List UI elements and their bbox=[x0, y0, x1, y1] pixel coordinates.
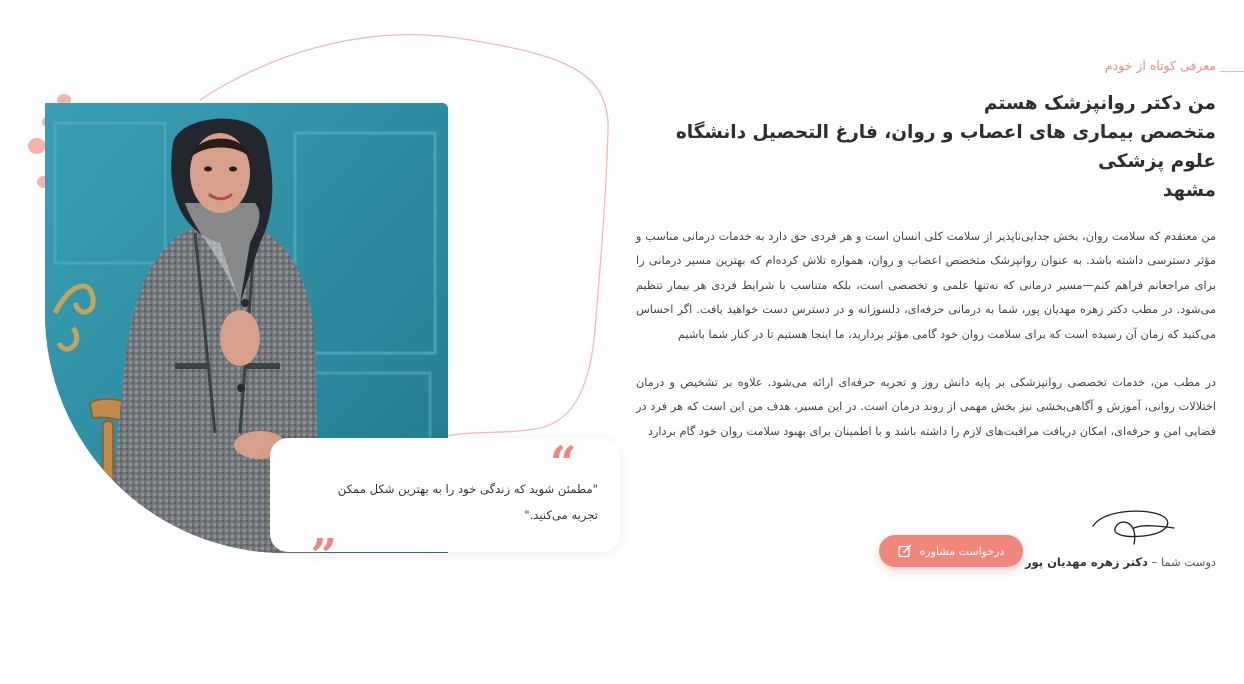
edit-icon bbox=[898, 544, 912, 558]
sign-off bbox=[1025, 555, 1216, 569]
quote-close-icon: “ bbox=[310, 506, 337, 560]
headline-line-2: متخصص بیماری های اعصاب و روان، فارغ التحصیل دانشگاه علوم پزشکی bbox=[675, 122, 1216, 172]
eyebrow-divider bbox=[1220, 71, 1244, 72]
headline-line-3: مشهد bbox=[1162, 180, 1216, 201]
headline-line-1: من دکتر روانپزشک هستم bbox=[983, 93, 1216, 114]
request-consultation-label: درخواست مشاوره bbox=[919, 544, 1005, 558]
quote-card bbox=[270, 436, 620, 560]
request-consultation-button[interactable] bbox=[879, 535, 1023, 567]
about-paragraph-1: من معتقدم که سلامت روان، بخش جدایی‌ناپذیر از سلامت کلی انسان است و هر فردی حق دارد به خدمات درمانی مناسب و مؤثر دسترسی داشته باشد. به عنوان روانپزشک متخصص اعصاب و روان، همواره تلاش کرده‌ام که بهترین مسیر درمانی را برای مراجعانم فراهم کنم—مسیر درمانی که نه‌تنها علمی و تخصصی است، بلکه متناسب با شرایط فردی هر بیمار تنظیم می‌شود. در مطب دکتر زهره مهدیان پور، شما به درمانی حرفه‌ای، دلسوزانه و در دسترس دست خواهید یافت. اگر احساس می‌کنید که زمان آن رسیده است که برای سلامت روان خود گامی مؤثر بردارید، ما اینجا هستیم تا در کنار شما باشیم bbox=[636, 230, 1216, 341]
sign-off-name: دکتر زهره مهدیان پور bbox=[1024, 555, 1148, 569]
quote-text: "مطمئن شوید که زندگی خود را به بهترین شکل ممکن تجربه می‌کنید." bbox=[337, 482, 598, 522]
signature-block bbox=[1024, 506, 1216, 576]
eyebrow-label: معرفی کوتاه از خودم bbox=[1104, 58, 1216, 73]
sign-off-prefix: دوست شما – bbox=[1147, 555, 1216, 569]
about-headline bbox=[636, 89, 1216, 205]
section-eyebrow bbox=[636, 58, 1216, 73]
quote-open-icon: “ bbox=[550, 436, 577, 490]
signature-image bbox=[1088, 506, 1178, 546]
about-text-column bbox=[636, 58, 1216, 444]
about-paragraph-2: در مطب من، خدمات تخصصی روانپزشکی بر پایه دانش روز و تجربه حرفه‌ای ارائه می‌شود. علاوه بر تشخیص و درمان اختلالات روانی، آموزش و آگاهی‌بخشی نیز بخش مهمی از روند درمان است. در این مسیر، هدف من این است که هر فرد در فضایی امن و حرفه‌ای، امکان دریافت مراقبت‌های لازم را داشته باشد و با اطمینان برای بهبود سلامت روان خود گام بردارد bbox=[636, 376, 1216, 438]
